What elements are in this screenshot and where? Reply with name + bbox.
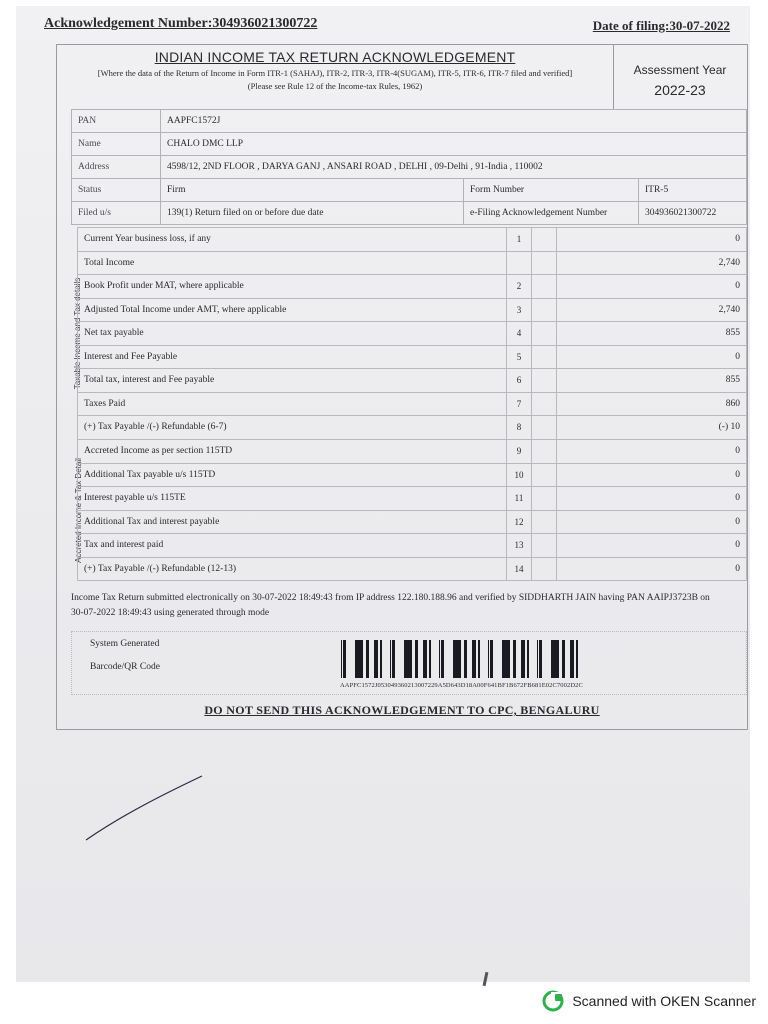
barcode-bar [527,640,529,678]
taxable-income-table [77,227,747,440]
barcode-bar [453,640,454,678]
section-accreted-label: Accreted Income & Tax Detail [73,457,83,563]
barcode-bar [407,640,409,678]
line-description: (+) Tax Payable /(-) Refundable (6-7) [78,416,507,440]
barcode-bar [491,640,493,678]
line-amount: 2,740 [557,298,747,322]
efiling-label: e-Filing Acknowledgement Number [464,202,639,225]
line-number: 13 [507,534,532,558]
barcode-bar [490,640,491,678]
line-description: Additional Tax and interest payable [78,510,507,534]
scanner-label: Scanned with OKEN Scanner [572,993,756,1009]
barcode-bar [456,640,458,678]
barcode-bar [341,640,342,678]
header-block [57,45,614,109]
pan-row [72,110,747,133]
line-description: Accreted Income as per section 115TD [78,440,507,464]
line-description: Adjusted Total Income under AMT, where applicable [78,298,507,322]
address-row [72,156,747,179]
barcode-bar [458,640,461,678]
line-description: Book Profit under MAT, where applicable [78,275,507,299]
line-amount: 0 [557,228,747,252]
line-number: 12 [507,510,532,534]
line-number: 2 [507,275,532,299]
table-row [78,510,747,534]
line-amount: 855 [557,369,747,393]
pan-label: PAN [72,110,161,133]
barcode-bar [425,640,427,678]
line-description: Total tax, interest and Fee payable [78,369,507,393]
barcode-bar [358,640,360,678]
table-row [78,228,747,252]
barcode-bar [415,640,418,678]
barcode-bar [521,640,523,678]
barcode-bar [404,640,405,678]
barcode-bar [505,640,507,678]
table-row [78,251,747,275]
subtitle-forms: [Where the data of the Return of Income in Form ITR-1 (SAHAJ), ITR-2, ITR-3, ITR-4(SUGAM), ITR-5, ITR-6, ITR-7 filed and verified] [97,68,573,78]
status-label: Status [72,179,161,202]
line-number: 4 [507,322,532,346]
line-gap [532,345,557,369]
system-generated-label: System Generated [90,639,160,649]
barcode-bar [360,640,363,678]
line-gap [532,322,557,346]
line-number: 1 [507,228,532,252]
line-amount: 855 [557,322,747,346]
line-gap [532,392,557,416]
barcode-bar [376,640,378,678]
barcode-bar [393,640,395,678]
barcode-image [340,640,584,678]
page-title: INDIAN INCOME TAX RETURN ACKNOWLEDGEMENT [154,49,516,65]
table-row [78,392,747,416]
table-row [78,463,747,487]
line-number: 10 [507,463,532,487]
oken-scanner-icon [542,990,564,1012]
filed-value: 139(1) Return filed on or before due date [161,202,464,225]
barcode-bar [513,640,516,678]
barcode-bar [474,640,476,678]
assessment-year-label: Assessment Year [633,63,727,77]
line-amount: 0 [557,510,747,534]
barcode-bar [488,640,489,678]
line-gap [532,463,557,487]
table-row [78,440,747,464]
status-row [72,179,747,202]
line-description: Tax and interest paid [78,534,507,558]
barcode-bar [562,640,565,678]
line-description: Net tax payable [78,322,507,346]
barcode-bar [537,640,538,678]
barcode-bar [523,640,525,678]
assessment-year-block [613,45,747,109]
line-amount: 0 [557,557,747,581]
line-gap [532,487,557,511]
acknowledgement-frame [56,44,748,730]
line-number: 14 [507,557,532,581]
pen-stroke-mark [84,774,204,844]
line-number: 5 [507,345,532,369]
line-gap [532,228,557,252]
section-taxable-label: Taxable Income and Tax details [73,277,83,389]
line-gap [532,298,557,322]
barcode-bar [464,640,467,678]
barcode-bar [409,640,412,678]
barcode-bar [390,640,391,678]
line-gap [532,510,557,534]
barcode-bar [441,640,442,678]
filed-row [72,202,747,225]
paper-mark [483,972,489,986]
status-value: Firm [161,179,464,202]
date-of-filing: Date of filing:30-07-2022 [592,18,730,33]
line-amount: 0 [557,534,747,558]
line-number: 6 [507,369,532,393]
line-description: Interest and Fee Payable [78,345,507,369]
barcode-label: Barcode/QR Code [90,662,160,672]
line-gap [532,416,557,440]
barcode-bar [423,640,425,678]
acknowledgement-number: Acknowledgement Number:304936021300722 [44,16,318,31]
barcode-bar [439,640,440,678]
barcode-bar [392,640,393,678]
barcode-bar [356,640,358,678]
line-gap [532,275,557,299]
line-amount: 0 [557,345,747,369]
barcode-bar [572,640,574,678]
filed-label: Filed u/s [72,202,161,225]
subtitle-rule: (Please see Rule 12 of the Income-tax Rules, 1962) [247,81,423,91]
document-page [16,6,750,982]
line-number [507,251,532,275]
barcode-bar [507,640,510,678]
barcode-bar [454,640,456,678]
barcode-bar [366,640,369,678]
line-amount: (-) 10 [557,416,747,440]
line-number: 8 [507,416,532,440]
form-number-label: Form Number [464,179,639,202]
name-value: CHALO DMC LLP [161,133,747,156]
barcode-box [71,631,747,695]
address-label: Address [72,156,161,179]
address-value: 4598/12, 2ND FLOOR , DARYA GANJ , ANSARI ROAD , DELHI , 09-Delhi , 91-India , 110002 [161,156,747,179]
line-amount: 0 [557,440,747,464]
line-gap [532,557,557,581]
barcode-text: AAPFC1572J05304936021300722​9A5D643D18A00F641BF1B672FB681E02C7002D2C [340,682,583,689]
line-number: 11 [507,487,532,511]
barcode-bar [405,640,407,678]
line-amount: 0 [557,463,747,487]
barcode-bar [472,640,474,678]
barcode-bar [540,640,542,678]
line-description: Taxes Paid [78,392,507,416]
line-amount: 0 [557,275,747,299]
line-amount: 0 [557,487,747,511]
barcode-bar [556,640,559,678]
form-number-value: ITR-5 [639,179,747,202]
barcode-bar [344,640,346,678]
scanner-watermark [542,990,756,1012]
line-number: 3 [507,298,532,322]
table-row [78,369,747,393]
barcode-bar [380,640,382,678]
line-description: (+) Tax Payable /(-) Refundable (12-13) [78,557,507,581]
line-gap [532,440,557,464]
line-description: Additional Tax payable u/s 115TD [78,463,507,487]
table-row [78,298,747,322]
table-row [78,487,747,511]
barcode-bar [478,640,480,678]
taxpayer-info-table [71,109,747,225]
accreted-income-table [77,439,747,581]
efiling-value: 304936021300722 [639,202,747,225]
table-row [78,416,747,440]
barcode-bar [429,640,431,678]
assessment-year-value: 2022-23 [654,82,706,98]
barcode-bar [570,640,572,678]
line-number: 7 [507,392,532,416]
barcode-bar [554,640,556,678]
barcode-bar [539,640,540,678]
line-number: 9 [507,440,532,464]
line-description: Interest payable u/s 115TE [78,487,507,511]
table-row [78,534,747,558]
barcode-bar [576,640,578,678]
line-amount: 2,740 [557,251,747,275]
name-label: Name [72,133,161,156]
barcode-bar [503,640,505,678]
barcode-bar [552,640,554,678]
verification-note: Income Tax Return submitted electronically on 30-07-2022 18:49:43 from IP address 122.180.188.96 and verified by SIDDHARTH JAIN having PAN AAIPJ3723B on 30-07-2022 18:49:43 using generated through mode [71,593,710,618]
line-amount: 860 [557,392,747,416]
table-row [78,322,747,346]
name-row [72,133,747,156]
do-not-send-notice: DO NOT SEND THIS ACKNOWLEDGEMENT TO CPC, BENGALURU [204,703,600,717]
barcode-bar [502,640,503,678]
table-row [78,345,747,369]
barcode-bar [442,640,444,678]
barcode-bar [343,640,344,678]
line-description: Current Year business loss, if any [78,228,507,252]
barcode-bar [374,640,376,678]
top-line [44,16,730,40]
pan-value: AAPFC1572J [161,110,747,133]
barcode-bar [551,640,552,678]
line-gap [532,369,557,393]
table-row [78,275,747,299]
line-gap [532,251,557,275]
line-description: Total Income [78,251,507,275]
table-row [78,557,747,581]
line-gap [532,534,557,558]
barcode-bar [355,640,356,678]
